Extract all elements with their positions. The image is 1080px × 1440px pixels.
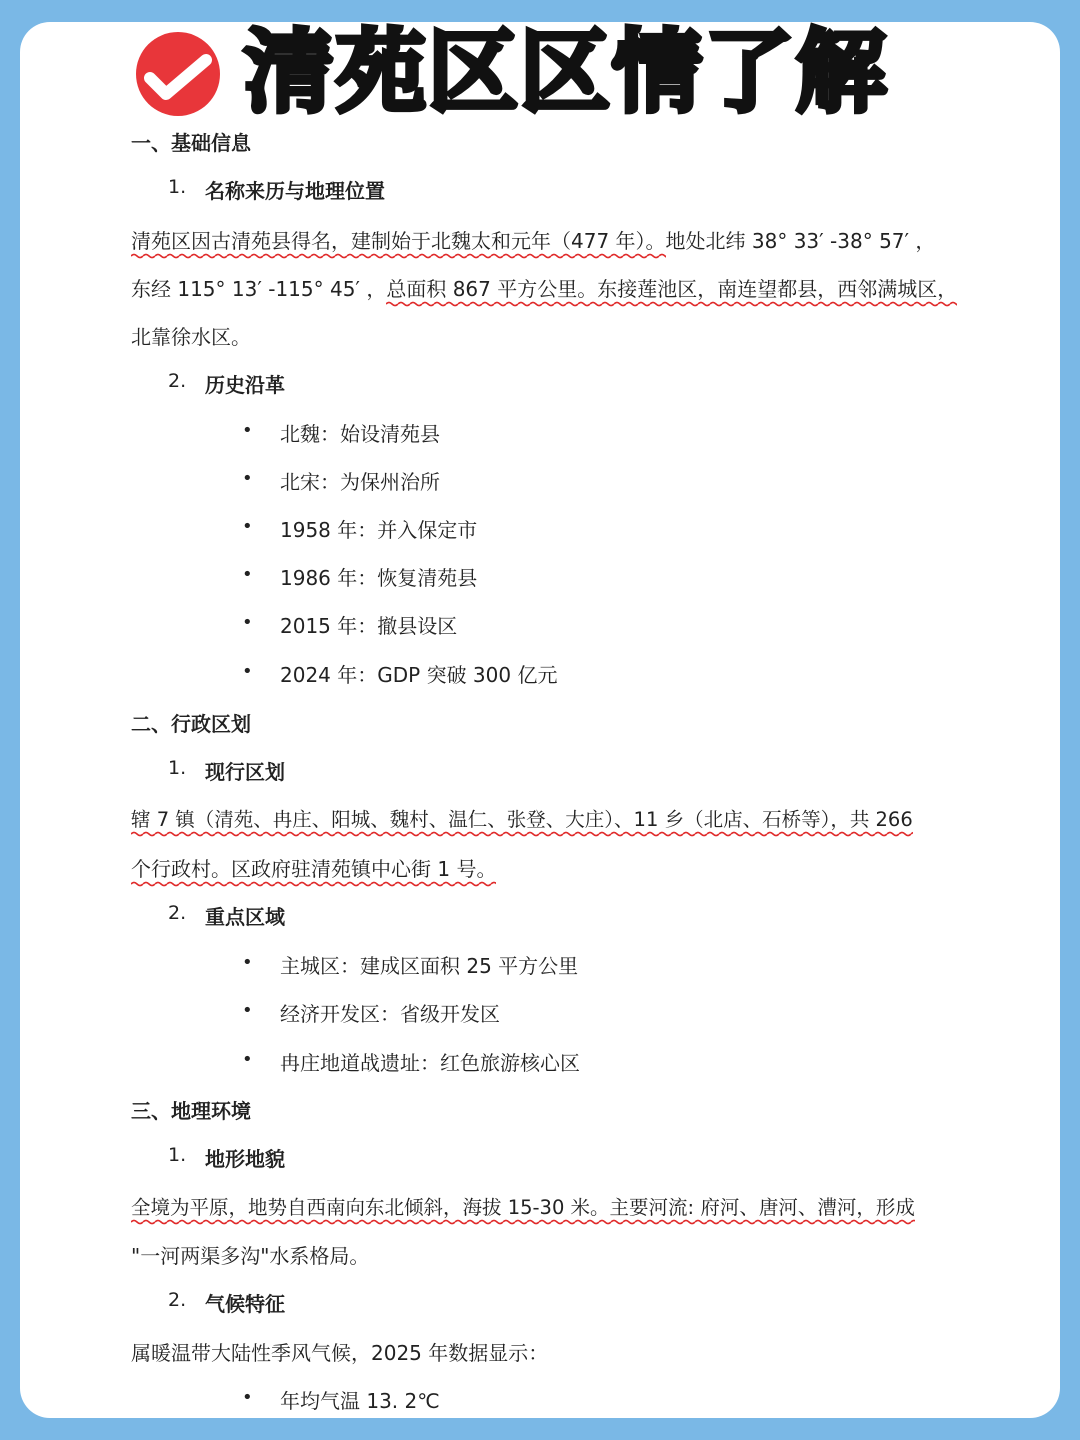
list-item: 北宋：为保州治所 xyxy=(280,470,440,494)
text-span: 东经 115° 13′ -115° 45′ ， xyxy=(131,277,387,301)
underlined-text: 清苑区因古清苑县得名，建制始于北魏太和元年（477 年）。 xyxy=(131,229,666,259)
bullet-icon: • xyxy=(242,1000,253,1021)
list-item: 2024 年：GDP 突破 300 亿元 xyxy=(280,663,558,687)
subsection-number: 1. xyxy=(168,176,187,198)
list-item: 1958 年：并入保定市 xyxy=(280,518,478,542)
subsection-title: 现行区划 xyxy=(205,760,285,784)
subsection-number: 2. xyxy=(168,902,187,924)
subsection-title: 名称来历与地理位置 xyxy=(205,179,385,203)
paragraph-line: 北靠徐水区。 xyxy=(131,325,251,349)
bullet-icon: • xyxy=(242,564,253,585)
bullet-icon: • xyxy=(242,1049,253,1070)
list-item: 2015 年：撤县设区 xyxy=(280,614,458,638)
subsection-title: 气候特征 xyxy=(205,1292,285,1316)
underlined-text: 全境为平原，地势自西南向东北倾斜，海拔 15-30 米。主要河流: 府河、唐河、漕河，形成 xyxy=(131,1196,915,1225)
bullet-icon: • xyxy=(242,952,253,973)
paragraph-line xyxy=(131,273,957,302)
paragraph-line xyxy=(131,225,935,254)
paragraph-line xyxy=(131,1192,915,1220)
bullet-icon: • xyxy=(242,468,253,489)
list-item: 经济开发区：省级开发区 xyxy=(280,1002,500,1026)
check-badge-icon xyxy=(136,32,220,116)
list-item: 主城区：建成区面积 25 平方公里 xyxy=(280,954,579,978)
list-item: 北魏：始设清苑县 xyxy=(280,422,440,446)
subsection-title: 重点区域 xyxy=(205,905,285,929)
section-heading: 一、基础信息 xyxy=(131,131,251,155)
list-item: 冉庄地道战遗址：红色旅游核心区 xyxy=(280,1051,580,1075)
section-heading: 三、地理环境 xyxy=(131,1099,251,1123)
paragraph-line xyxy=(131,853,496,882)
list-item: 1986 年：恢复清苑县 xyxy=(280,566,478,590)
bullet-icon: • xyxy=(242,516,253,537)
subsection-number: 1. xyxy=(168,1144,187,1166)
paragraph-line: 属暖温带大陆性季风气候，2025 年数据显示： xyxy=(131,1341,549,1365)
section-heading: 二、行政区划 xyxy=(131,712,251,736)
paragraph-line xyxy=(131,804,913,832)
bullet-icon: • xyxy=(242,420,253,441)
list-item: 年均气温 13. 2℃ xyxy=(280,1389,440,1413)
paragraph-line: "一河两渠多沟"水系格局。 xyxy=(131,1244,370,1268)
underlined-text: 个行政村。区政府驻清苑镇中心街 1 号。 xyxy=(131,857,496,887)
subsection-title: 历史沿革 xyxy=(205,373,285,397)
subsection-number: 2. xyxy=(168,370,187,392)
text-span: 地处北纬 38° 33′ -38° 57′ ， xyxy=(665,229,936,253)
underlined-text: 辖 7 镇（清苑、冉庄、阳城、魏村、温仁、张登、大庄）、11 乡（北店、石桥等），共 266 xyxy=(131,808,913,837)
subsection-number: 2. xyxy=(168,1289,187,1311)
subsection-title: 地形地貌 xyxy=(205,1147,285,1171)
bullet-icon: • xyxy=(242,661,253,682)
bullet-icon: • xyxy=(242,612,253,633)
bullet-icon: • xyxy=(242,1387,253,1408)
subsection-number: 1. xyxy=(168,757,187,779)
underlined-text: 总面积 867 平方公里。东接莲池区，南连望都县，西邻满城区， xyxy=(386,277,957,307)
page-title: 清苑区区情了解 xyxy=(244,20,888,125)
